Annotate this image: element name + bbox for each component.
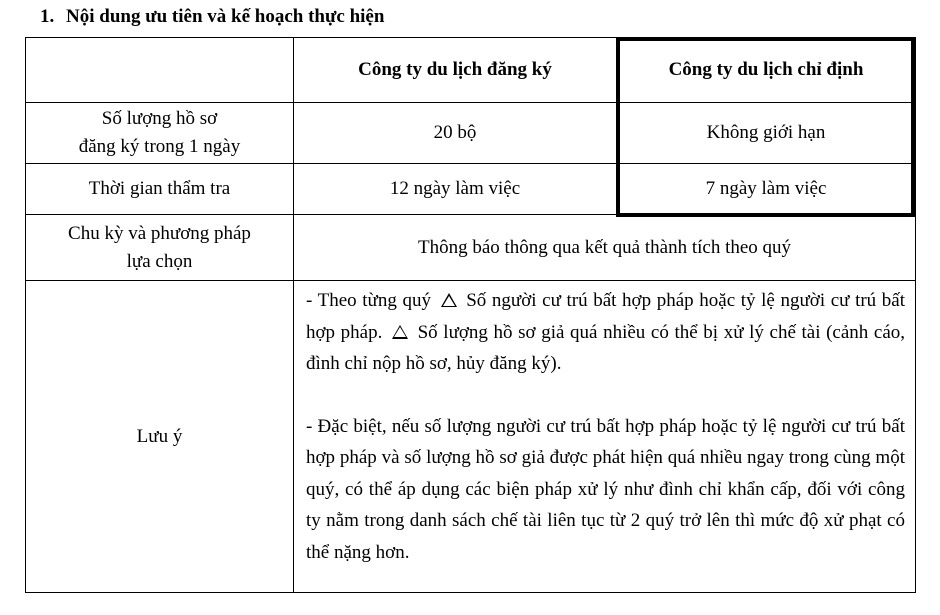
cell-selection-method: Thông báo thông qua kết quả thành tích theo quý (294, 215, 916, 281)
row-label-line: lựa chọn (126, 250, 193, 272)
triangle-icon (441, 293, 457, 307)
table-row (26, 215, 916, 281)
row-label-line: Chu kỳ và phương pháp (68, 222, 251, 244)
table-row (26, 103, 916, 164)
table-row (26, 164, 916, 215)
cell-registered-review: 12 ngày làm việc (294, 164, 617, 215)
cell-designated-review: 7 ngày làm việc (617, 164, 916, 215)
notes-paragraph-2: - Đặc biệt, nếu số lượng người cư trú bất hợp pháp hoặc tỷ lệ người cư trú bất hợp pháp và số lượng hồ sơ giả được phát hiện quá nhiều ngay trong cùng một quý, có thể áp dụng các biện pháp xử lý như đình chỉ khẩn cấp, đối với công ty nằm trong danh sách chế tài liên tục từ 2 quý trở lên thì mức độ xử phạt có thể nặng hơn. (306, 415, 905, 563)
header-blank-cell (26, 38, 294, 103)
row-label-selection-cycle (26, 215, 294, 281)
cell-designated-daily: Không giới hạn (617, 103, 916, 164)
priority-table (25, 37, 916, 593)
row-label-line: Số lượng hồ sơ (101, 108, 218, 129)
row-label-review-time: Thời gian thẩm tra (26, 164, 294, 215)
row-label-notes: Lưu ý (26, 281, 294, 593)
section-title: Nội dung ưu tiên và kế hoạch thực hiện (66, 6, 385, 27)
table-row-notes (26, 281, 916, 593)
triangle-icon (392, 325, 408, 339)
header-designated-company: Công ty du lịch chỉ định (617, 38, 916, 103)
notes-text: Số người cư trú bất hợp pháp hoặc tỷ lệ người cư trú bất hợp pháp. (306, 290, 906, 343)
row-label-line: đăng ký trong 1 ngày (78, 136, 241, 157)
notes-text: Số lượng hồ sơ giả quá nhiều có thể bị xử lý chế tài (cảnh cáo, đình chỉ nộp hồ sơ, hủy đăng ký). (306, 321, 906, 374)
section-number: 1. (40, 6, 55, 27)
header-registered-company: Công ty du lịch đăng ký (294, 38, 617, 103)
notes-cell (294, 281, 916, 593)
table-header-row (26, 38, 916, 103)
notes-text: - Theo từng quý (306, 290, 431, 311)
notes-paragraph-1 (306, 285, 905, 380)
section-heading (40, 6, 384, 28)
row-label-daily-applications (26, 103, 294, 164)
cell-registered-daily: 20 bộ (294, 103, 617, 164)
